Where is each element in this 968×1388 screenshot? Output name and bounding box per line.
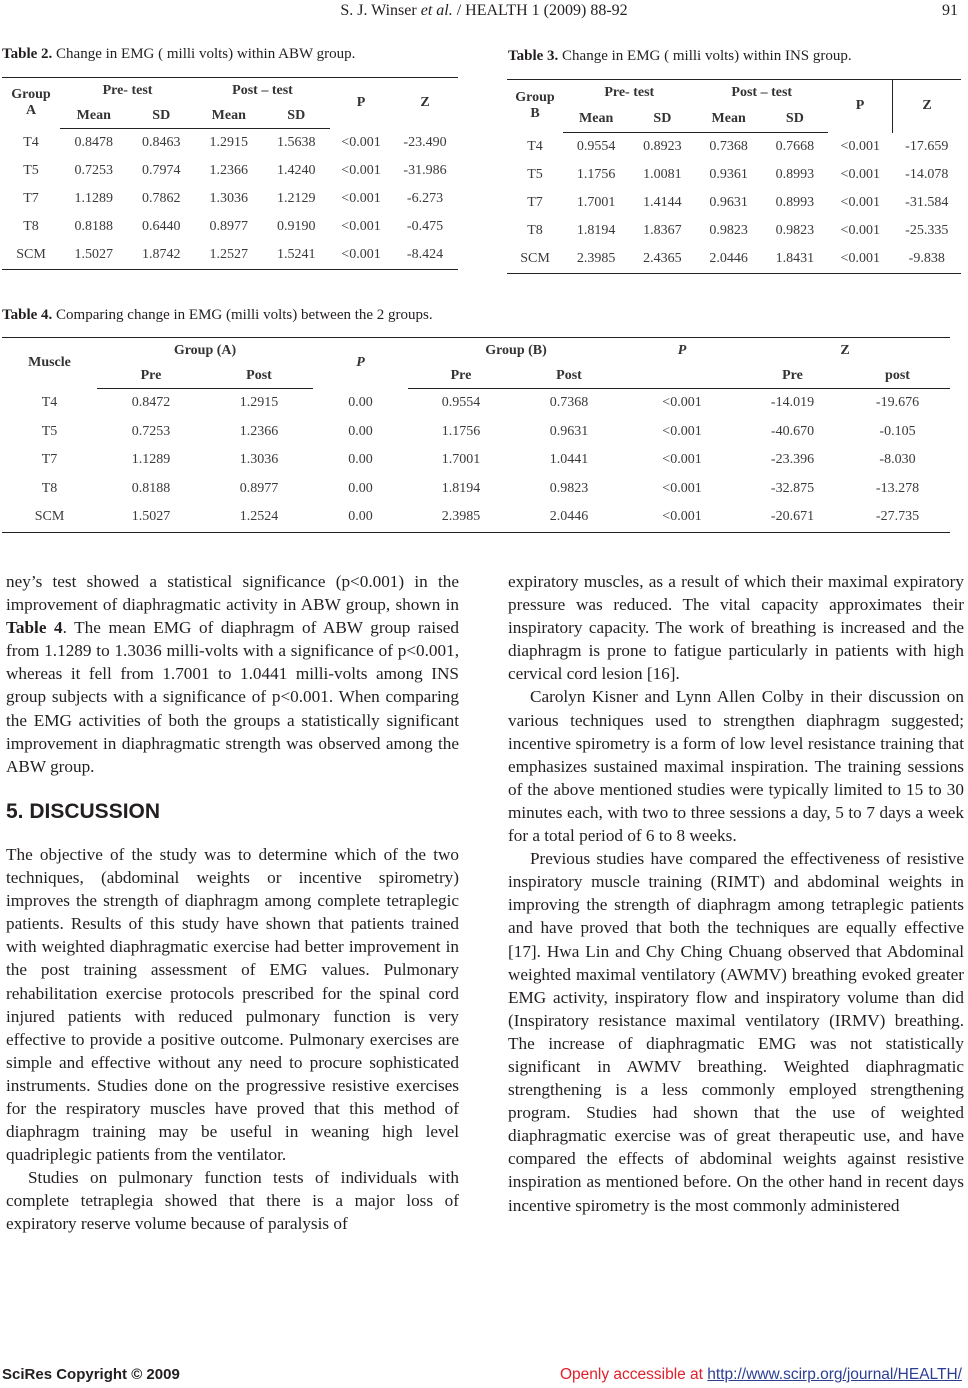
- table4-caption: [2, 307, 433, 324]
- table3-cell-p: <0.001: [840, 138, 880, 154]
- table2: [2, 77, 458, 270]
- table2-cell-post-mean: 1.3036: [209, 191, 248, 206]
- table4-reference[interactable]: Table 4: [6, 618, 63, 638]
- table2-post-mean-header: Mean: [195, 103, 263, 129]
- table2-caption-label: Table 2.: [2, 46, 53, 62]
- table3-row: [507, 189, 961, 217]
- running-head: [0, 2, 968, 20]
- table3-pre-mean-header: Mean: [563, 106, 629, 133]
- table4-a-pre-header: Pre: [97, 363, 205, 389]
- table2-group-header: Group A: [11, 87, 51, 119]
- table3-cell-z: -14.078: [905, 167, 949, 182]
- table2-cell-post-mean: 1.2366: [209, 163, 248, 178]
- table3-cell-muscle: SCM: [520, 251, 550, 266]
- table2-cell-post-mean: 1.2527: [209, 247, 248, 262]
- table2-cell-muscle: SCM: [16, 247, 46, 262]
- table3-caption-label: Table 3.: [508, 48, 559, 64]
- table4-cell-a-post: 0.8977: [239, 480, 279, 496]
- table3-cell-post-sd: 0.8993: [775, 195, 815, 210]
- table2-cell-p: <0.001: [341, 247, 381, 262]
- table2-pre-sd-header: SD: [128, 103, 196, 129]
- table4-row: [2, 418, 950, 447]
- table3-cell-pre-mean: 2.3985: [576, 251, 616, 266]
- table4-cell-b-post: 2.0446: [549, 509, 589, 525]
- table4-cell-muscle: T7: [41, 452, 58, 468]
- table3-cell-post-sd: 1.8431: [775, 251, 815, 266]
- table4-z-pre-header: Pre: [740, 363, 845, 389]
- table3-p-header: P: [855, 98, 865, 114]
- table3-group-header: Group B: [515, 90, 555, 122]
- table2-row: [2, 157, 458, 185]
- table2-caption-text: Change in EMG ( milli volts) within ABW group.: [52, 46, 356, 62]
- table3-cell-p: <0.001: [840, 251, 880, 266]
- open-access-text: Openly accessible at: [559, 1366, 708, 1383]
- table4-cell-muscle: SCM: [34, 509, 65, 525]
- table2-cell-pre-mean: 0.8188: [74, 219, 113, 234]
- table3-cell-pre-sd: 1.8367: [643, 223, 682, 238]
- table3-cell-pre-sd: 1.4144: [643, 195, 682, 210]
- table4-cell-a-pre: 1.5027: [131, 509, 171, 525]
- table4-cell-z-post: -27.735: [875, 509, 920, 525]
- table4-cell-z-pre: -23.396: [770, 452, 815, 468]
- table2-cell-muscle: T5: [23, 163, 39, 178]
- table3-cell-post-mean: 0.9823: [709, 223, 748, 238]
- table3-cell-pre-sd: 2.4365: [643, 251, 682, 266]
- table2-cell-muscle: T8: [23, 219, 39, 234]
- table4-cell-b-pre: 1.1756: [441, 423, 481, 439]
- table2-cell-muscle: T4: [23, 134, 39, 150]
- table2-cell-post-sd: 1.2129: [277, 191, 316, 206]
- table4-cell-p1: 0.00: [348, 509, 373, 525]
- table4-cell-p1: 0.00: [348, 423, 373, 439]
- table3-row: [507, 217, 961, 245]
- table4-b-post-header: Post: [514, 363, 624, 389]
- table4-cell-p2: <0.001: [662, 423, 702, 439]
- table4: [2, 337, 950, 533]
- page-number: 91: [942, 2, 958, 19]
- table4-caption-label: Table 4.: [2, 307, 53, 323]
- table3-cell-post-mean: 0.7368: [709, 139, 748, 154]
- table2-caption: [2, 46, 355, 63]
- table4-cell-z-pre: -20.671: [770, 509, 815, 525]
- table3-cell-pre-sd: 1.0081: [643, 167, 682, 182]
- table4-cell-p1: 0.00: [348, 480, 373, 496]
- journal-url-link[interactable]: http://www.scirp.org/journal/HEALTH/: [707, 1366, 962, 1383]
- table3-row: [507, 133, 961, 162]
- table3-cell-post-sd: 0.9823: [775, 223, 815, 238]
- discussion-paragraph-4: Carolyn Kisner and Lynn Allen Colby in their discussion on various techniques used to strengthen diaphragm suggested; incentive spirometry is a form of low level resistance training that emphasizes sustained maximal inspiration. The training sessions of the above mentioned studies were typically limited to 15 to 30 minutes each, with two to three sessions a day, 5 to 7 days a week for a total period of 6 to 8 weeks.: [508, 687, 964, 846]
- table4-cell-z-pre: -40.670: [770, 423, 815, 439]
- table4-cell-muscle: T4: [41, 395, 58, 410]
- table2-row: [2, 185, 458, 213]
- table4-cell-a-pre: 0.8472: [131, 395, 171, 411]
- table4-muscle-header: Muscle: [28, 355, 71, 371]
- table3-cell-p: <0.001: [840, 167, 880, 182]
- table2-cell-pre-sd: 1.8742: [142, 247, 181, 262]
- table4-cell-b-pre: 0.9554: [441, 395, 481, 411]
- table2-cell-pre-sd: 0.7862: [142, 191, 181, 206]
- table4-cell-a-pre: 1.1289: [131, 452, 171, 468]
- table2-cell-pre-mean: 1.1289: [74, 191, 113, 206]
- table3: [507, 79, 961, 274]
- table4-cell-b-pre: 1.7001: [441, 452, 481, 468]
- table3-cell-pre-mean: 1.7001: [576, 195, 616, 210]
- table2-row: [2, 241, 458, 270]
- table4-cell-muscle: T5: [41, 423, 58, 439]
- table3-cell-pre-sd: 0.8923: [643, 139, 682, 154]
- table2-pre-header: Pre- test: [102, 82, 153, 98]
- table4-group-b-header: Group (B): [485, 342, 547, 358]
- table3-cell-z: -25.335: [905, 223, 949, 238]
- table4-cell-a-pre: 0.7253: [131, 423, 171, 439]
- open-access-notice: [560, 1366, 962, 1384]
- table4-cell-p2: <0.001: [662, 509, 702, 525]
- running-head-etal: et al.: [420, 2, 453, 19]
- table4-cell-b-post: 0.9631: [549, 423, 589, 439]
- table4-cell-a-pre: 0.8188: [131, 480, 171, 496]
- table4-cell-p2: <0.001: [662, 452, 702, 468]
- table3-post-sd-header: SD: [762, 106, 828, 133]
- table2-row: [2, 129, 458, 158]
- table2-cell-post-sd: 0.9190: [277, 219, 316, 234]
- table3-caption-text: Change in EMG ( milli volts) within INS group.: [558, 48, 852, 64]
- table4-cell-b-post: 0.9823: [549, 480, 589, 496]
- discussion-paragraph-3: expiratory muscles, as a result of which their maximal expiratory pressure was reduced. The vital capacity approximates their inspiratory capacity. The work of breathing is increased and the diaphragm is prone to fatigue particularly in patients with high cervical cord lesion [16].: [508, 572, 964, 684]
- table4-cell-a-post: 1.2915: [239, 395, 279, 411]
- table3-cell-post-sd: 0.8993: [775, 167, 815, 182]
- table4-cell-p1: 0.00: [348, 395, 373, 410]
- discussion-paragraph-2: Studies on pulmonary function tests of individuals with complete tetraplegia showed that there is a major loss of expiratory reserve volume because of paralysis of: [6, 1168, 459, 1234]
- table4-cell-p1: 0.00: [348, 452, 373, 468]
- table2-cell-pre-mean: 0.8478: [74, 135, 113, 150]
- table4-cell-z-post: -13.278: [875, 480, 920, 496]
- table3-cell-z: -9.838: [908, 251, 945, 266]
- table3-post-mean-header: Mean: [696, 106, 762, 133]
- table4-a-post-header: Post: [205, 363, 313, 389]
- table4-cell-b-post: 0.7368: [549, 395, 589, 411]
- table4-cell-muscle: T8: [41, 480, 58, 496]
- table2-p-header: P: [356, 95, 366, 111]
- table2-cell-post-sd: 1.5638: [277, 135, 316, 150]
- table3-cell-z: -31.584: [905, 195, 949, 210]
- table4-cell-p2: <0.001: [662, 395, 702, 411]
- table4-b-pre-header: Pre: [408, 363, 514, 389]
- table3-cell-muscle: T5: [527, 167, 543, 182]
- table2-cell-z: -6.273: [406, 191, 444, 206]
- table2-row: [2, 213, 458, 241]
- table4-row: [2, 446, 950, 475]
- table2-cell-pre-mean: 1.5027: [74, 247, 113, 262]
- table4-cell-b-post: 1.0441: [549, 452, 589, 468]
- table3-cell-muscle: T7: [527, 195, 543, 210]
- table4-cell-a-post: 1.2366: [239, 423, 279, 439]
- table3-cell-p: <0.001: [840, 223, 880, 238]
- table4-caption-text: Comparing change in EMG (milli volts) between the 2 groups.: [52, 307, 433, 323]
- table2-cell-p: <0.001: [341, 219, 381, 234]
- table2-cell-post-sd: 1.4240: [277, 163, 316, 178]
- discussion-paragraph-5: Previous studies have compared the effectiveness of resistive inspiratory muscle training (RIMT) and abdominal weights in improving the strength of diaphragm among tetraplegic patients and have proved that both the techniques are equally effective [17]. Hwa Lin and Chy Ching Chuang observed that Abdominal weighted maximal ventilatory (AWMV) breathing evoked greater EMG activity, inspiratory flow and inspiratory volume than did (Inspiratory resistance maximal ventilatory (IRMV) breathing. The increase of diaphragmatic EMG was not statistically significant in AWMV breathing. Weighted diaphragmatic strengthening is a less commonly employed strengthening program. Studies had shown that the use of weighted diaphragmatic exercise was of great therapeutic use, and have compared the effects of abdominal weights against resistive inspiration as mentioned before. On the other hand in recent days incentive spirometry is the most commonly administered: [508, 849, 964, 1215]
- table3-row: [507, 161, 961, 189]
- table3-cell-pre-mean: 1.8194: [576, 223, 616, 238]
- results-paragraph: ney’s test showed a statistical significance (p<0.001) in the improvement of diaphragmatic activity in ABW group, shown in Table 4. The mean EMG of diaphragm of ABW group raised from 1.1289 to 1.3036 milli-volts with a significance of p<0.001, whereas it fell from 1.7001 to 1.0441 milli-volts among INS group subjects with a significance of p<0.001. When comparing the EMG activities of both the groups a statistically significant improvement in diaphragmatic strength was observed among the ABW group.: [6, 572, 459, 776]
- table2-cell-z: -0.475: [406, 219, 444, 234]
- table2-cell-p: <0.001: [341, 134, 381, 150]
- table3-cell-p: <0.001: [840, 195, 880, 210]
- table4-cell-z-post: -19.676: [875, 395, 920, 411]
- discussion-paragraph-1: The objective of the study was to determine which of the two techniques, (abdominal weights or incentive spirometry) improves the strength of diaphragm among complete tetraplegic patients. Results of this study have shown that patients trained with weighted diaphragmatic exercise had better improvement in the post training assessment of EMG values. Pulmonary rehabilitation exercise protocols prescribed for the spinal cord injured patients with reduced pulmonary function is very effective to provide a positive outcome. Pulmonary exercises are simple and effective without any need to procure sophisticated instruments. Studies done on the progressive resistive exercises for the respiratory muscles have proved that this method of diaphragm training may be useful in weaning high level quadriplegic patients from the ventilator.: [6, 844, 459, 1165]
- table3-row: [507, 245, 961, 274]
- table4-cell-z-post: -8.030: [879, 452, 916, 468]
- right-column: [508, 570, 964, 1217]
- table4-row: [2, 475, 950, 504]
- left-column: [6, 570, 459, 1236]
- table4-p2-empty: [624, 363, 740, 389]
- table2-cell-z: -23.490: [403, 134, 447, 150]
- table2-cell-pre-sd: 0.6440: [142, 219, 181, 234]
- table4-cell-b-pre: 2.3985: [441, 509, 481, 525]
- copyright-notice: SciRes Copyright © 2009: [2, 1366, 180, 1383]
- table3-cell-post-mean: 0.9361: [709, 167, 748, 182]
- table2-cell-z: -8.424: [406, 247, 444, 262]
- table4-row: [2, 503, 950, 532]
- running-head-journal: / HEALTH 1 (2009) 88-92: [452, 2, 628, 19]
- table2-cell-pre-mean: 0.7253: [74, 163, 113, 178]
- table3-cell-post-mean: 2.0446: [709, 251, 748, 266]
- table4-p2-header: P: [677, 342, 687, 358]
- table3-cell-z: -17.659: [905, 138, 949, 154]
- table2-cell-p: <0.001: [341, 163, 381, 178]
- table4-p1-header: P: [356, 355, 365, 371]
- table2-cell-post-mean: 0.8977: [209, 219, 248, 234]
- table3-z-header: Z: [893, 80, 962, 133]
- table4-cell-p2: <0.001: [662, 480, 702, 496]
- table3-post-header: Post – test: [731, 85, 793, 100]
- table2-post-header: Post – test: [232, 82, 293, 98]
- table2-cell-post-mean: 1.2915: [209, 135, 248, 150]
- table4-z-post-header: post: [845, 363, 950, 389]
- table4-cell-a-post: 1.3036: [239, 452, 279, 468]
- table3-cell-pre-mean: 1.1756: [576, 167, 616, 182]
- table4-z-header: Z: [840, 342, 850, 358]
- table3-pre-sd-header: SD: [629, 106, 695, 133]
- table4-cell-a-post: 1.2524: [239, 509, 279, 525]
- running-head-authors: S. J. Winser: [340, 2, 421, 19]
- table2-cell-pre-sd: 0.8463: [142, 135, 181, 150]
- table4-cell-b-pre: 1.8194: [441, 480, 481, 496]
- section-heading-discussion: 5. DISCUSSION: [6, 799, 161, 823]
- table2-cell-p: <0.001: [341, 191, 381, 206]
- table2-cell-z: -31.986: [403, 163, 447, 178]
- table3-cell-post-sd: 0.7668: [775, 139, 815, 154]
- table4-cell-z-pre: -14.019: [770, 395, 815, 411]
- table4-cell-z-pre: -32.875: [770, 480, 815, 496]
- table3-caption: [508, 48, 852, 65]
- table3-cell-post-mean: 0.9631: [709, 195, 748, 210]
- table4-group-a-header: Group (A): [173, 342, 237, 358]
- table2-cell-muscle: T7: [23, 191, 39, 206]
- table2-cell-pre-sd: 0.7974: [142, 163, 181, 178]
- table3-cell-muscle: T8: [527, 223, 543, 238]
- table3-pre-header: Pre- test: [604, 85, 655, 100]
- table4-row: [2, 389, 950, 418]
- table2-post-sd-header: SD: [263, 103, 331, 129]
- table2-z-header: Z: [420, 95, 430, 111]
- table4-cell-z-post: -0.105: [879, 423, 916, 439]
- table2-pre-mean-header: Mean: [60, 103, 128, 129]
- table3-cell-muscle: T4: [527, 138, 543, 154]
- table3-cell-pre-mean: 0.9554: [576, 139, 616, 154]
- table2-cell-post-sd: 1.5241: [277, 247, 316, 262]
